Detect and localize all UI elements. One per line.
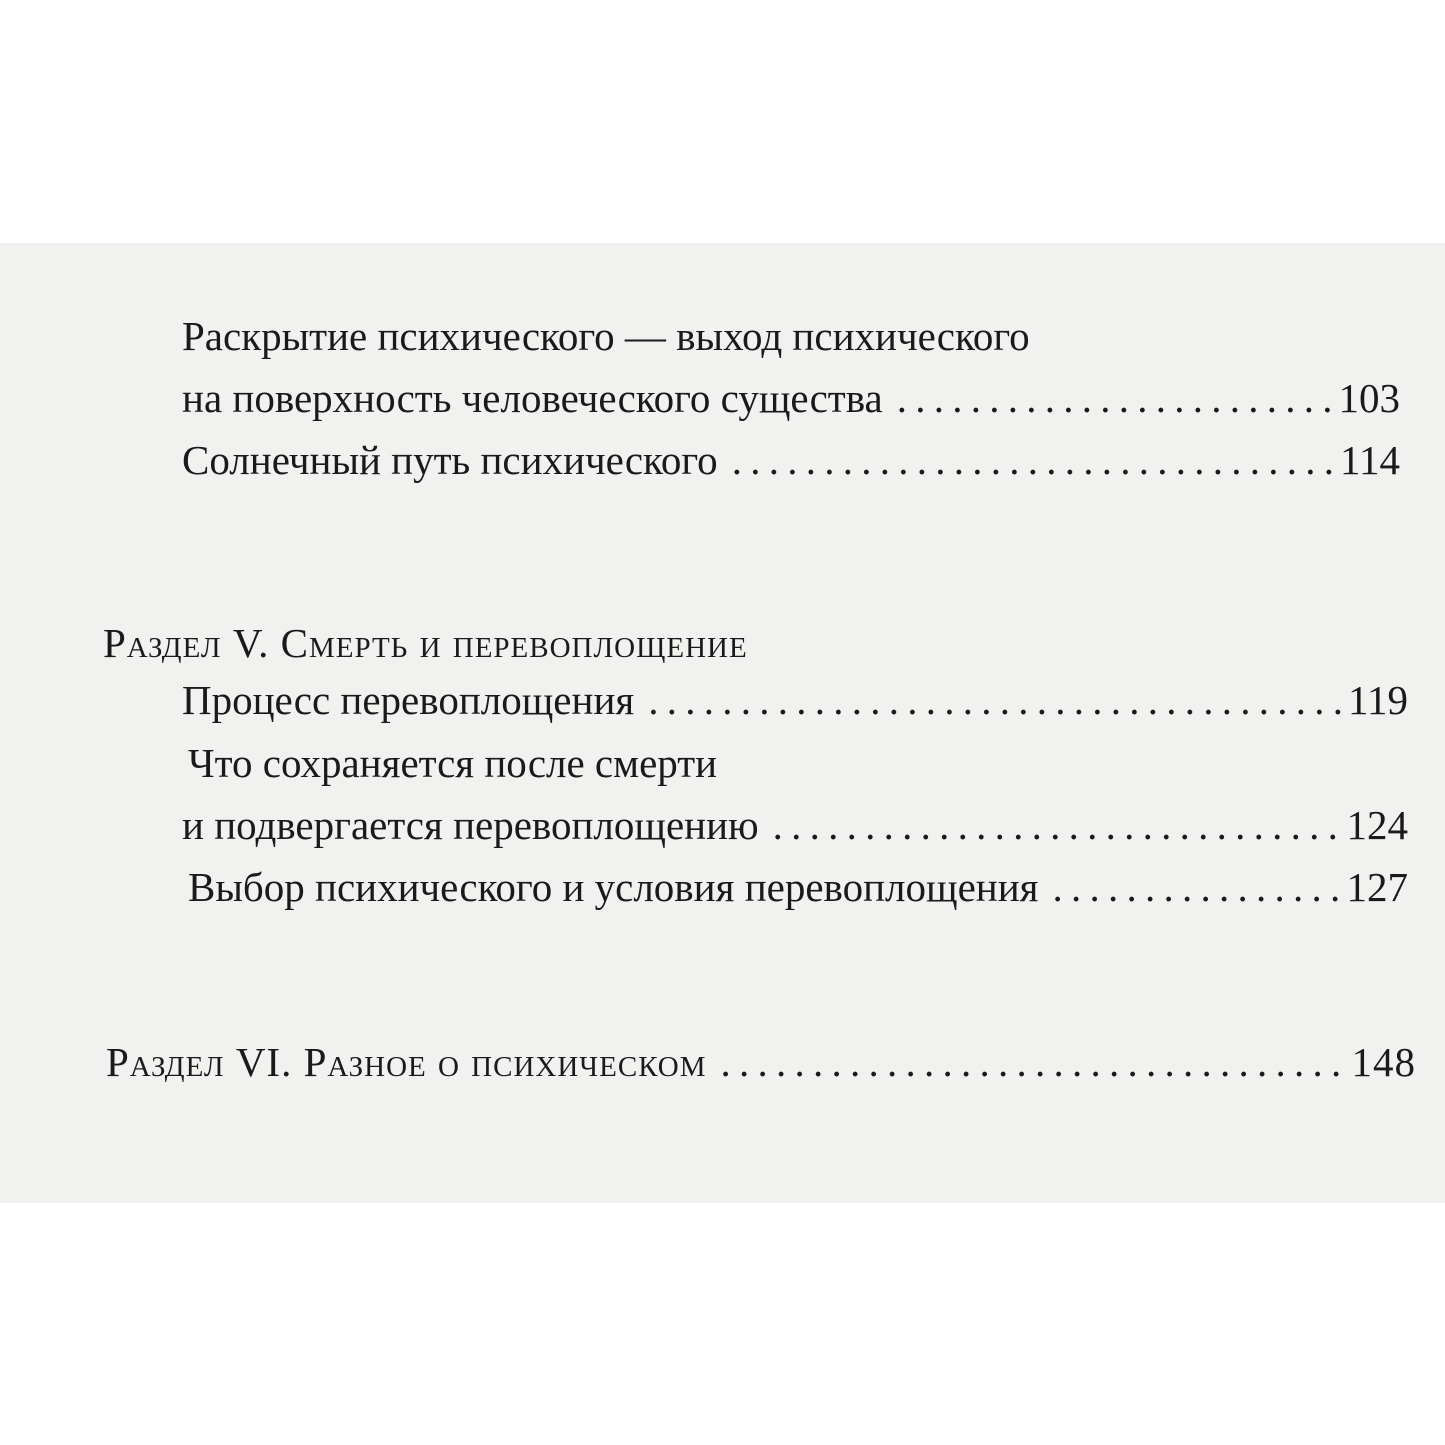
- section-heading[interactable]: Раздел V. Смерть и перевоплощение: [103, 620, 748, 666]
- toc-entry-page: 114: [1340, 437, 1400, 483]
- toc-entry-page: 127: [1346, 864, 1408, 910]
- toc-entry-title-line: Раскрытие психического — выход психического: [182, 313, 1030, 359]
- toc-entry[interactable]: [106, 1037, 1416, 1087]
- section-heading: Раздел VI. Разное о психическом: [106, 1039, 707, 1085]
- dot-leader: [648, 675, 1344, 725]
- book-page: [0, 243, 1445, 1203]
- toc-entry-page: 103: [1338, 375, 1400, 421]
- dot-leader: [721, 1037, 1348, 1087]
- toc-entry[interactable]: [182, 800, 1408, 850]
- dot-leader: [732, 435, 1336, 485]
- dot-leader: [1053, 862, 1343, 912]
- toc-entry-title: Процесс перевоплощения: [182, 677, 635, 723]
- toc-entry[interactable]: [182, 675, 1408, 725]
- toc-entry-page: 119: [1348, 677, 1408, 723]
- toc-entry[interactable]: [188, 862, 1408, 912]
- dot-leader: [897, 373, 1335, 423]
- toc-entry[interactable]: [182, 373, 1400, 423]
- toc-entry-title-line: Что сохраняется после смерти: [188, 740, 718, 786]
- toc-entry[interactable]: [182, 435, 1400, 485]
- toc-entry-title: Выбор психического и условия перевоплощения: [188, 864, 1039, 910]
- toc-entry-title: на поверхность человеческого существа: [182, 375, 883, 421]
- toc-entry-page: 124: [1346, 802, 1408, 848]
- toc-entry-page: 148: [1351, 1039, 1416, 1085]
- toc-entry-title: Солнечный путь психического: [182, 437, 718, 483]
- dot-leader: [773, 800, 1343, 850]
- toc-entry-title: и подвергается перевоплощению: [182, 802, 759, 848]
